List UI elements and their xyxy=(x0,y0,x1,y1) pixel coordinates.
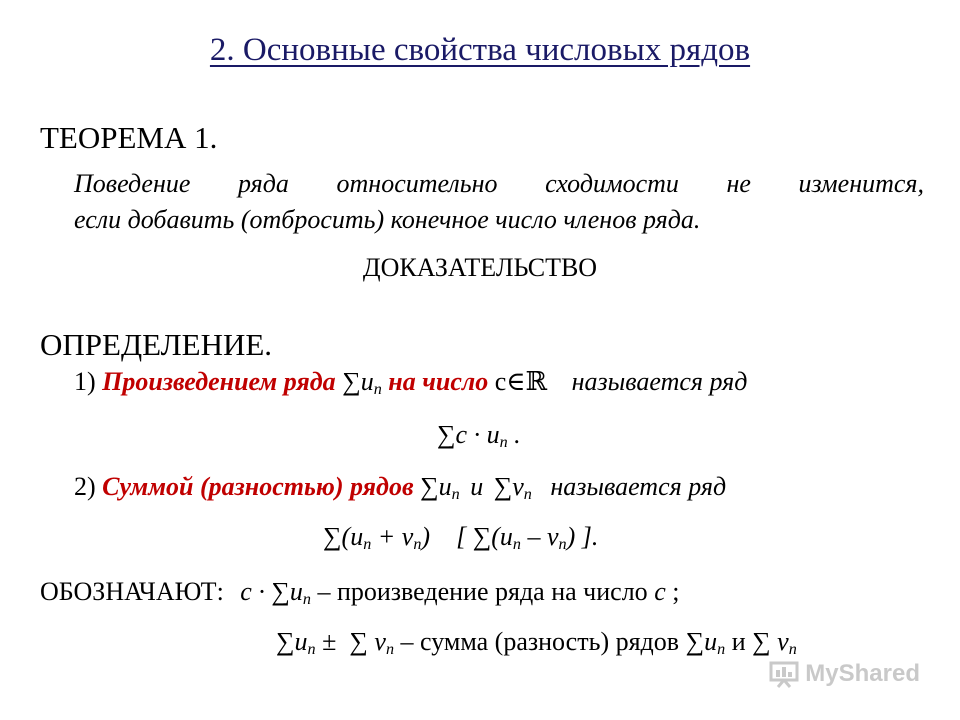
item-1-is-called: называется ряд xyxy=(571,367,748,396)
notation-heading: ОБОЗНАЧАЮТ: xyxy=(40,577,224,606)
slide-title xyxy=(0,32,960,69)
item-2-and: и xyxy=(470,472,484,501)
theorem-line-1: Поведение ряда относительно сходимости не изменится, xyxy=(74,169,924,198)
notation-and: и xyxy=(731,627,746,656)
item-2-series-u: $\sum u_n$ xyxy=(420,472,460,504)
theorem-line-2: если добавить (отбросить) конечное число членов ряда. xyxy=(74,205,701,234)
item-1-number: 1) xyxy=(74,367,96,396)
notation-sum-v-2: ∑ $v_n$ xyxy=(752,627,797,659)
notation-sum-u: $\sum u_n$ xyxy=(276,627,316,659)
notation-text-1: – произведение ряда на число xyxy=(317,577,648,606)
item-2-series-v: $\sum v_n$ xyxy=(493,472,532,504)
item-2-formula: $\sum(u_n + v_n)$ [ $\sum(u_n - v_n)$ ]. xyxy=(323,522,599,554)
proof-label: ДОКАЗАТЕЛЬСТВО xyxy=(362,253,598,282)
definition-item-1 xyxy=(74,367,747,397)
notation-formula-1: $c \cdot \sum u_n$ xyxy=(240,577,311,609)
item-1-term: Произведением ряда xyxy=(102,367,336,396)
item-1-c-in-r: c∈ℝ xyxy=(494,367,548,396)
notation-var-c: c xyxy=(654,577,666,606)
watermark-text: MyShared xyxy=(805,660,920,687)
notation-plus-minus: ± xyxy=(322,627,337,656)
notation-sum-u-2: $\sum u_n$ xyxy=(685,627,726,659)
item-2-term: Суммой (разностью) рядов xyxy=(102,472,414,501)
notation-text-2: – сумма (разность) рядов xyxy=(400,627,680,656)
item-1-on-number: на число xyxy=(388,367,489,396)
definition-item-2 xyxy=(74,472,726,502)
definition-heading: ОПРЕДЕЛЕНИЕ. xyxy=(40,327,273,362)
notation-sum-v: ∑ $v_n$ xyxy=(349,627,395,659)
slide-title-text: 2. Основные свойства числовых рядов xyxy=(209,32,751,68)
theorem-heading: ТЕОРЕМА 1. xyxy=(40,120,218,155)
item-2-number: 2) xyxy=(74,472,96,501)
watermark-logo xyxy=(769,660,920,688)
notation-line-1: ОБОЗНАЧАЮТ: $c \cdot \sum u_n$ – произведение ряда на число c ; xyxy=(40,577,680,609)
item-2-is-called: называется ряд xyxy=(550,472,727,501)
item-1-formula: $\sum c \cdot u_n$ . xyxy=(437,420,521,452)
item-1-series: $\sum u_n$ xyxy=(342,367,382,399)
presentation-board-icon xyxy=(769,660,799,688)
notation-line-2 xyxy=(276,627,797,657)
